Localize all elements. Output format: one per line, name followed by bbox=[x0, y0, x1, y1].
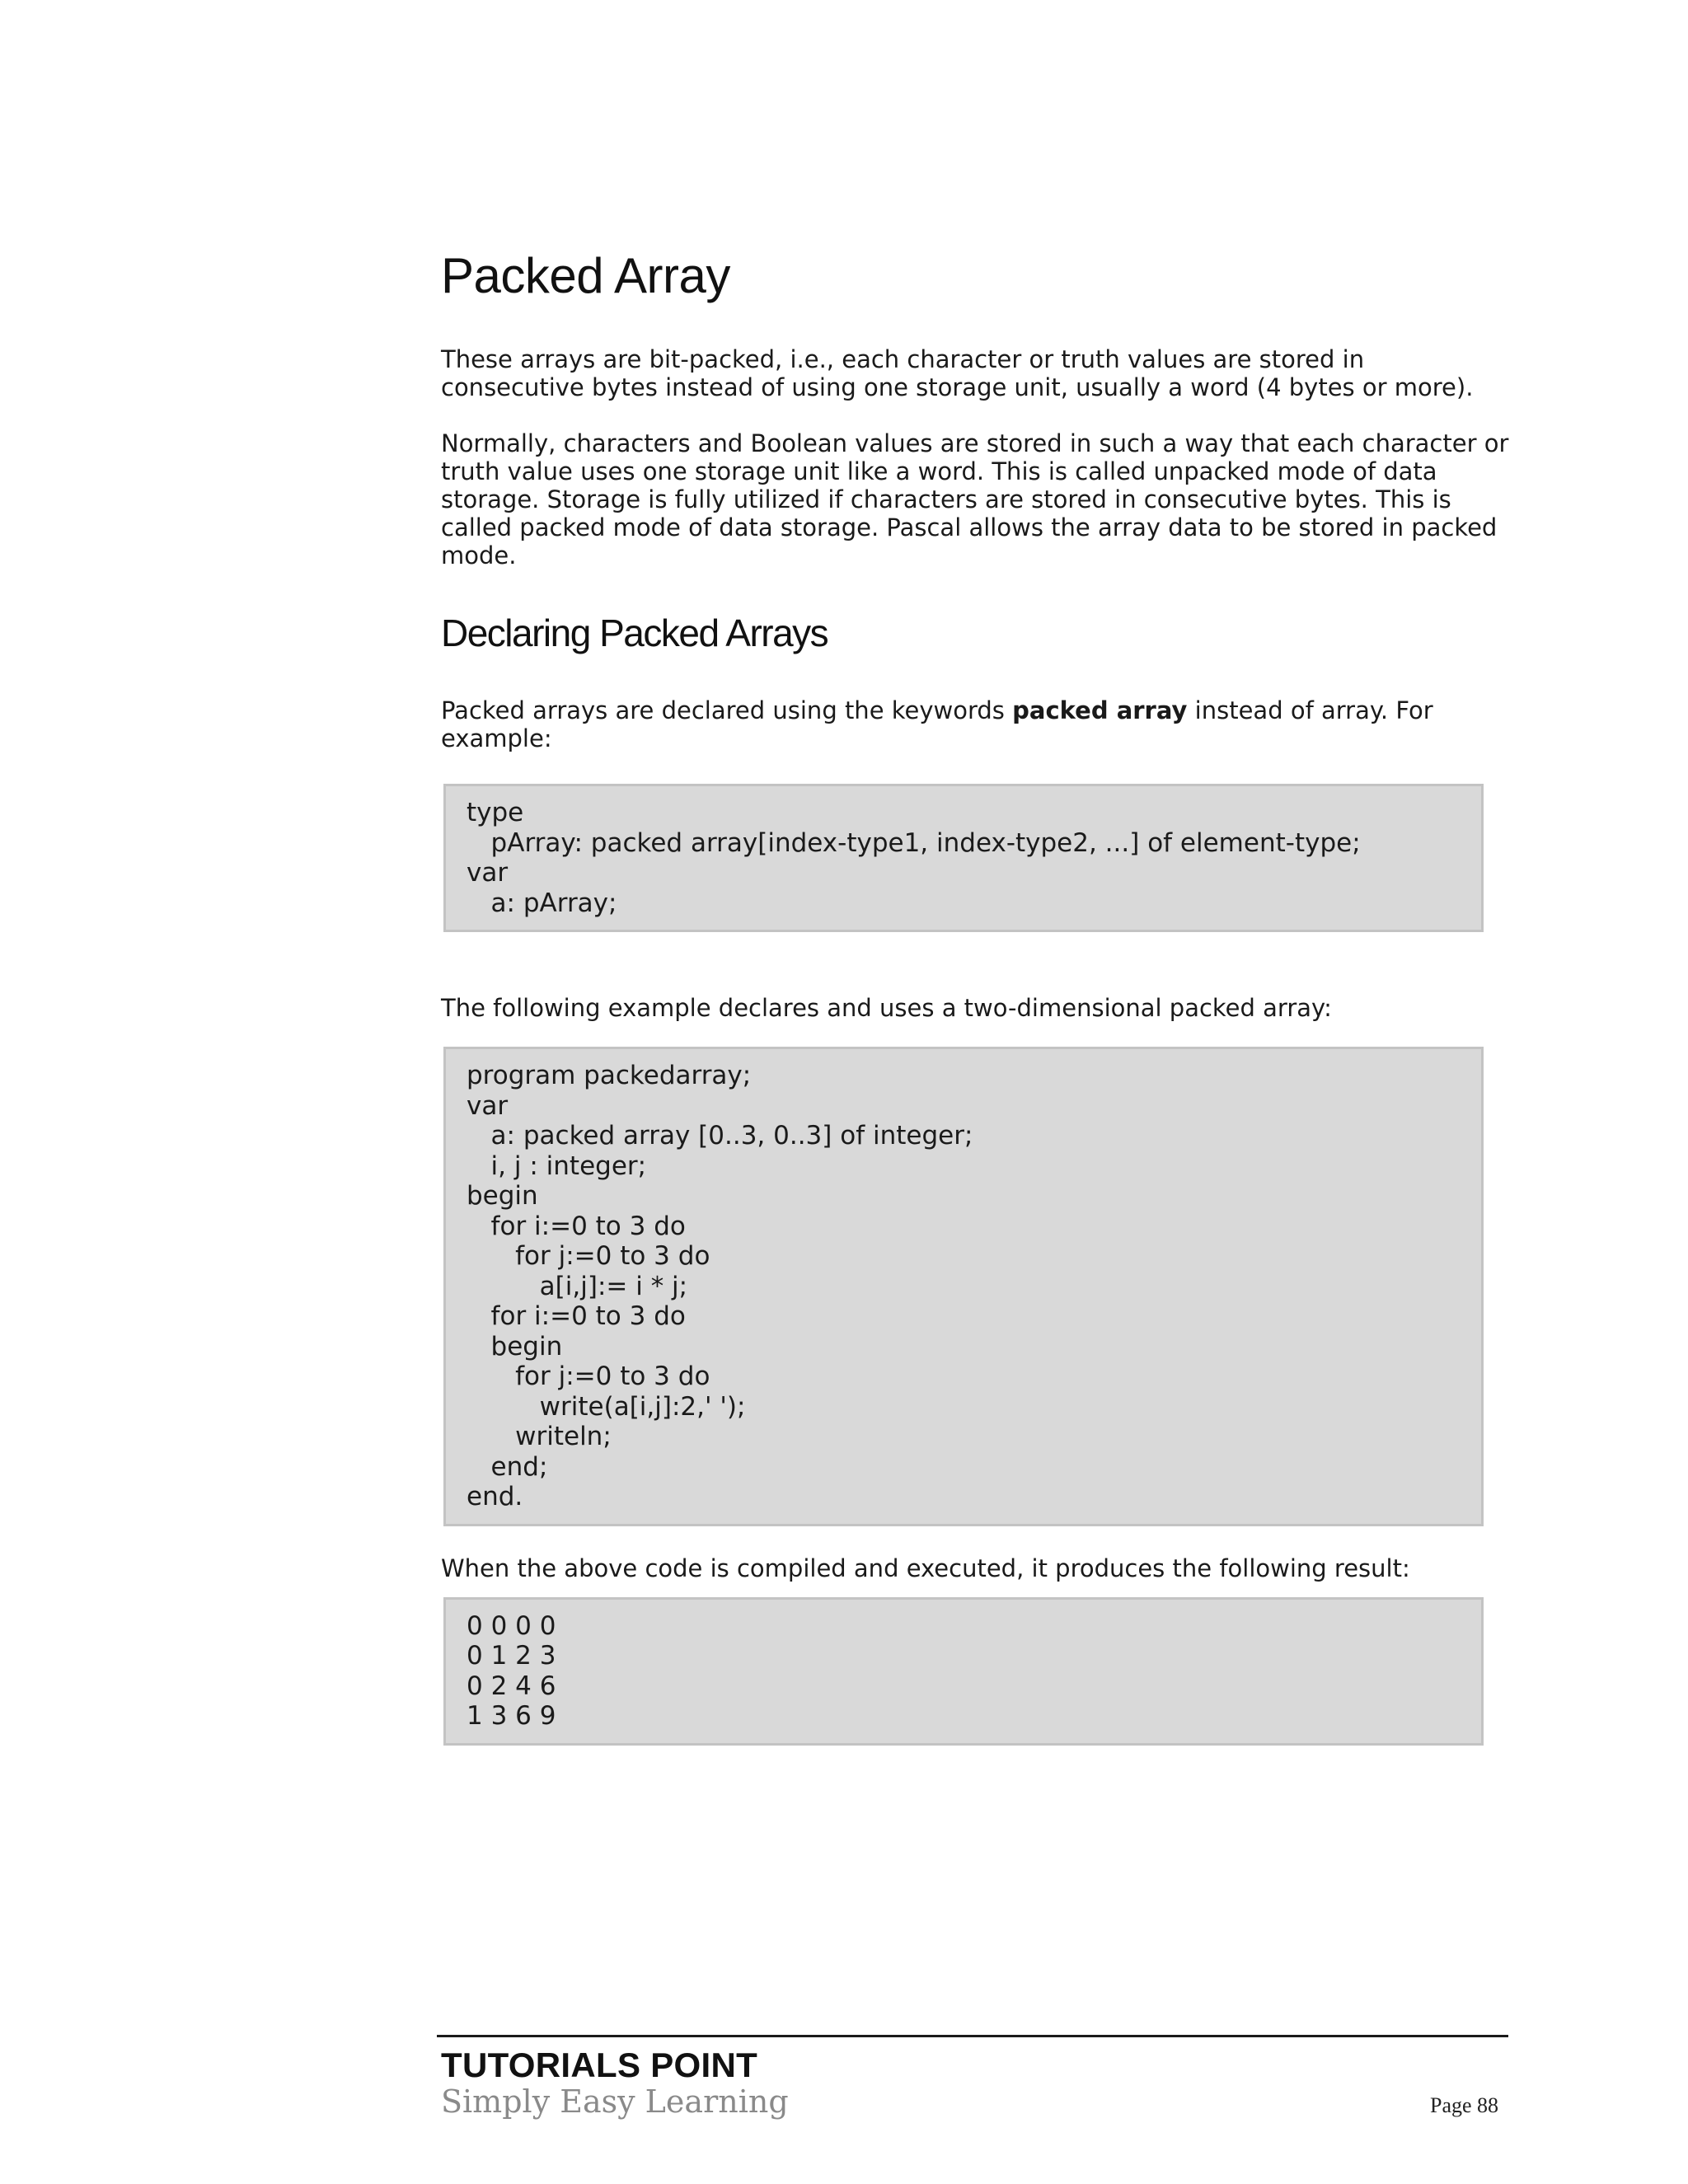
section-heading: Declaring Packed Arrays bbox=[441, 612, 828, 654]
code-line: 0 1 2 3 bbox=[467, 1641, 556, 1671]
code-line: for j:=0 to 3 do bbox=[467, 1241, 710, 1271]
declare-text-after: instead of array. For example: bbox=[441, 696, 1433, 752]
code-line: 0 0 0 0 bbox=[467, 1610, 556, 1641]
declare-text-bold: packed array bbox=[1012, 696, 1188, 724]
code-line: type bbox=[467, 798, 524, 827]
example-intro-paragraph: The following example declares and uses a two-dimensional packed array: bbox=[441, 994, 1332, 1022]
intro-paragraph-1: These arrays are bit-packed, i.e., each character or truth values are stored in consecutive bytes instead of using one storage unit, usually a word (4 bytes or more). bbox=[441, 345, 1474, 401]
code-block-example-program bbox=[443, 1047, 1484, 1526]
page-content bbox=[441, 247, 1512, 1746]
code-block-output bbox=[443, 1597, 1484, 1746]
code-line: 0 2 4 6 bbox=[467, 1671, 556, 1701]
code-line: write(a[i,j]:2,' '); bbox=[467, 1391, 746, 1422]
declare-paragraph bbox=[441, 696, 1512, 752]
code-line: for i:=0 to 3 do bbox=[467, 1211, 686, 1241]
footer-divider bbox=[437, 2035, 1508, 2037]
code-line: writeln; bbox=[467, 1422, 612, 1451]
code-line: var bbox=[467, 1090, 509, 1121]
code-line: begin bbox=[467, 1331, 563, 1361]
page-title: Packed Array bbox=[441, 248, 730, 303]
code-line: end; bbox=[467, 1451, 548, 1482]
code-block-declaration bbox=[443, 784, 1484, 932]
code-line: for j:=0 to 3 do bbox=[467, 1361, 710, 1391]
footer-tagline: Simply Easy Learning bbox=[441, 2083, 789, 2120]
page-number: Page 88 bbox=[1430, 2093, 1499, 2117]
code-line: a[i,j]:= i * j; bbox=[467, 1271, 688, 1301]
code-line: begin bbox=[467, 1181, 538, 1211]
result-intro-paragraph: When the above code is compiled and executed, it produces the following result: bbox=[441, 1554, 1410, 1582]
code-line: program packedarray; bbox=[467, 1061, 752, 1090]
code-line: i, j : integer; bbox=[467, 1151, 647, 1181]
code-line: 1 3 6 9 bbox=[467, 1701, 556, 1731]
code-line: a: packed array [0..3, 0..3] of integer; bbox=[467, 1121, 973, 1151]
declare-text-before: Packed arrays are declared using the keywords bbox=[441, 696, 1013, 724]
code-line: var bbox=[467, 858, 509, 888]
code-line: a: pArray; bbox=[467, 888, 617, 918]
code-line: for i:=0 to 3 do bbox=[467, 1301, 686, 1331]
code-line: end. bbox=[467, 1482, 523, 1511]
intro-paragraph-2: Normally, characters and Boolean values are stored in such a way that each character or truth value uses one storage unit like a word. This is called unpacked mode of data storage. Storage is fully utilized if characters are stored in consecutive bytes. This is called packed mode of data storage. Pascal allows the array data to be stored in packed mode. bbox=[441, 429, 1509, 569]
footer-brand: TUTORIALS POINT bbox=[441, 2046, 758, 2084]
code-line: pArray: packed array[index-type1, index-type2, ...] of element-type; bbox=[467, 827, 1361, 858]
